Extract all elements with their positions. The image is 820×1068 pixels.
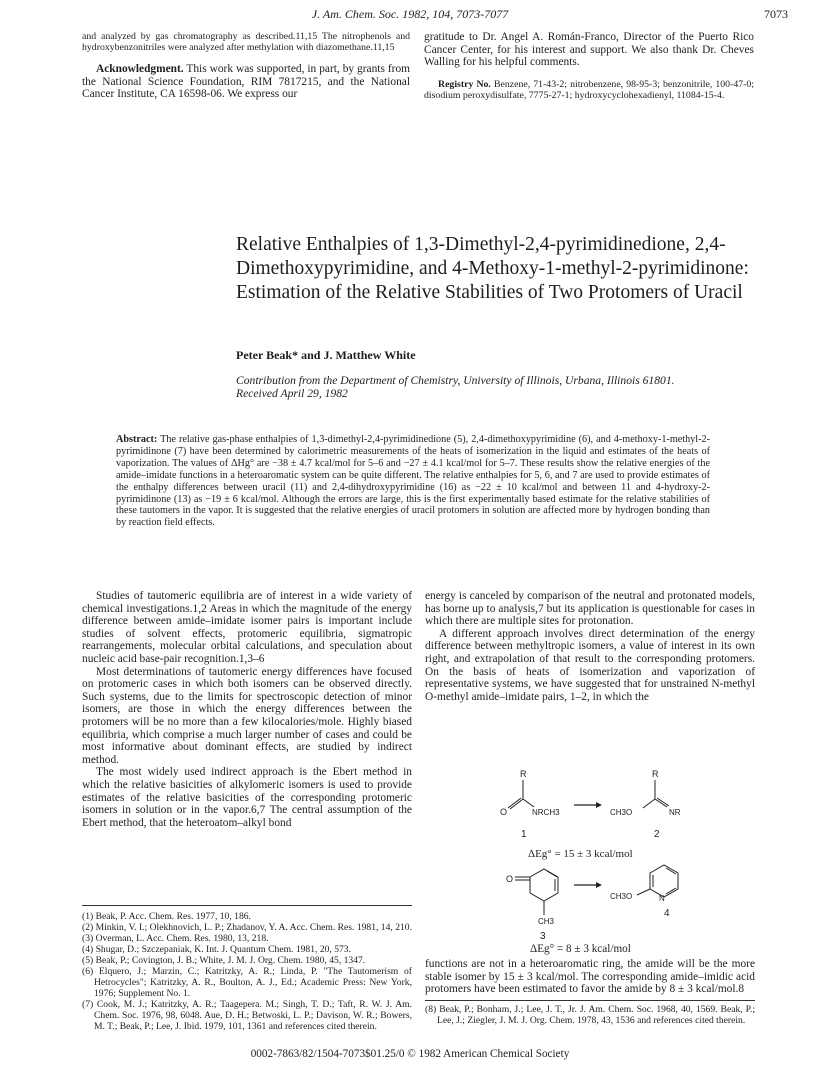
footnote: (6) Elquero, J.; Marzin, C.; Katritzky, A. R.; Linda, P. "The Tautomerism of Hetrocycles"; Katritzky, A. R., Boulton, A. J., Ed.; Academic Press: New York, 1976; Supplement No. 1. (82, 966, 412, 999)
abstract-text: The relative gas-phase enthalpies of 1,3-dimethyl-2,4-pyrimidinedione (5), 2,4-dimethoxypyrimidine (6), and 4-methoxy-1-methyl-2-pyrimidinone (7) have been determined by calorimetric measurements of the heats of isomerization in the liquid and estimates of the heats of vaporization. The values of ΔHg° are −38 ± 4.7 kcal/mol for 5–6 and −27 ± 4.1 kcal/mol for 5–7. These results show the relative energies of the amide–imidate functions in a heteroaromatic system can be quite different. The relative enthalpies for 5, 6, and 7 are used to provide estimates of the enthalpy differences between uracil (11) and 2,4-dihydroxypyrimidine (16) as −22 ± 10 kcal/mol and between 11 and 4-hydroxy-2-pyrimidinone (13) as −19 ± 6 kcal/mol. Although the errors are large, this is the first experimentally based estimate for the relative stabilities of these tautomers in the vapor. It is suggested that the relative energies of uracil protomers in solution are affected more by hydrogen bonding than by reaction field effects. (116, 434, 710, 529)
prev-article-left (82, 31, 410, 101)
nr-label: NR (669, 808, 681, 817)
ch3-label: CH3 (538, 917, 555, 926)
prev-methods-text: and analyzed by gas chromatography as described.11,15 The nitrophenols and hydroxybenzonitriles were analyzed after methylation with diazomethane.11,15 (82, 31, 410, 53)
compound-3-label: 3 (540, 931, 546, 940)
footnote: (4) Shugar, D.; Szczepaniak, K. Int. J. Quantum Chem. 1981, 20, 573. (82, 944, 351, 955)
body-right-column (425, 590, 755, 703)
running-header: J. Am. Chem. Soc. 1982, 104, 7073-7077 (311, 7, 509, 21)
authors: Peter Beak* and J. Matthew White (236, 348, 416, 362)
footnote-rule (425, 1000, 755, 1001)
footnote: (5) Beak, P.; Covington, J. B.; White, J. M. J. Org. Chem. 1980, 45, 1347. (82, 955, 366, 966)
body-paragraph: functions are not in a heteroaromatic ring, the amide will be the more stable isomer by 15 ± 3 kcal/mol. The corresponding amide–imidic acid protomers have been estimated to favor the amide by 8 ± 3 kcal/mol.8 (425, 958, 755, 996)
structure-1 (500, 769, 560, 840)
svg-text:.: . (540, 898, 543, 907)
ch3o-label: CH3O (610, 808, 633, 817)
structure-4 (637, 865, 678, 897)
registry (424, 79, 754, 101)
ack-label: Acknowledgment. (96, 63, 184, 75)
page-number: 7073 (764, 7, 788, 21)
footnote: (2) Minkin, V. I.; Olekhnovich, L. P.; Zhadanov, Y. A. Acc. Chem. Res. 1981, 14, 210. (82, 922, 412, 933)
abstract (116, 434, 710, 529)
structure-3 (515, 869, 558, 915)
oxygen-label: O (506, 874, 514, 884)
body-paragraph: A different approach involves direct determination of the energy difference between methyltropic isomers, a value of interest in its own right, and extrapolation of that result to the corresponding protomers. On the basis of heats of isomerization and vaporization of representative systems, we have suggested that for unstrained N-methyl O-methyl amide–imidate pairs, 1–2, in which the (425, 627, 755, 703)
body-paragraph: The most widely used indirect approach is the Ebert method in which the relative basicities of alkylomeric isomers is used to provide estimates of the relative basicities of the corresponding protomeric isomers in solution or in the vapor.6,7 The central assumption of the Ebert method, that the heteroatom–alkyl bond (82, 766, 412, 829)
footnotes-left (82, 911, 412, 1032)
ch3o-label: CH3O (610, 892, 633, 901)
footnote: (1) Beak, P. Acc. Chem. Res. 1977, 10, 186. (82, 911, 251, 922)
energy-equation-1: ΔEg° = 15 ± 3 kcal/mol (528, 848, 633, 860)
nitrogen-label: N (659, 894, 665, 903)
body-right-continued (425, 958, 755, 996)
nrch3-label: NRCH3 (532, 808, 560, 817)
structure-2 (610, 769, 681, 840)
compound-4-label: 4 (664, 908, 670, 919)
prev-article-right (424, 31, 754, 101)
compound-1-label: 1 (521, 829, 527, 840)
affiliation (236, 374, 796, 400)
footnote: (8) Beak, P.; Bonham, J.; Lee, J. T., Jr. J. Am. Chem. Soc. 1968, 40, 1569. Beak, P.; Lee, J.; Ziegler, J. M. J. Org. Chem. 1978, 43, 1536 and references cited therein. (425, 1004, 755, 1026)
footnote-rule (82, 905, 412, 906)
affiliation-text: Contribution from the Department of Chemistry, University of Illinois, Urbana, Illinois 61801. (236, 374, 675, 387)
gratitude-text: gratitude to Dr. Angel A. Román-Franco, Director of the Puerto Rico Cancer Center, for his interest and support. We also thank Dr. Cheves Walling for his helpful comments. (424, 31, 754, 69)
copyright-footer: 0002-7863/82/1504-7073$01.25/0 © 1982 American Chemical Society (250, 1048, 570, 1060)
oxygen-label: O (500, 807, 508, 817)
footnotes-right (425, 1004, 755, 1026)
body-paragraph: energy is canceled by comparison of the neutral and protonated models, has borne up to analysis,7 but its application is questionable for cases in which there are multiple sites for protonation. (425, 590, 755, 628)
body-paragraph: Studies of tautomeric equilibria are of interest in a wide variety of chemical investigations.1,2 Areas in which the magnitude of the energy difference between amide–imidate isomer pairs is important include studies of solvent effects, protomeric equilibria, sigmatropic rearrangements, molecular orbital calculations, and speculation about nucleic acid base-pair recognition.1,3–6 (82, 590, 412, 665)
ack-text: This work was supported, in part, by grants from the National Science Foundation, RIM 7817215, and the National Cancer Institute, CA 16598-06. We express our (82, 63, 410, 101)
energy-equation-2: ΔEg° = 8 ± 3 kcal/mol (530, 943, 631, 955)
body-left-column (82, 590, 412, 829)
r-substituent: R (652, 769, 659, 779)
footnote: (7) Cook, M. J.; Katritzky, A. R.; Taagepera. M.; Singh, T. D.; Taft, R. W. J. Am. Chem. Soc. 1976, 98, 6048. Aue, D. H.; Betwoski, L. P.; Davison, W. R.; Bowers, M. T.; Beak, P.; Lee, J. Ibid. 1979, 101, 1361 and references cited therein. (82, 999, 412, 1032)
registry-text: Benzene, 71-43-2; nitrobenzene, 98-95-3; benzonitrile, 100-47-0; disodium peroxydisulfate, 7775-27-1; hydroxycyclohexadienyl, 11084-15-4. (424, 78, 754, 101)
body-paragraph: Most determinations of tautomeric energy differences have focused on protomeric cases in which both isomers can be observed directly. Such systems, due to the limits for spectroscopic detection of minor isomers, are those in which the energy differences between the protomers will be no more than a few kilocalories/mole. Highly biased equilibria, which comprise a much larger number of cases and could be most informative about dominant effects, are studied by indirect method. (82, 665, 412, 766)
compound-2-label: 2 (654, 829, 660, 840)
article-title: Relative Enthalpies of 1,3-Dimethyl-2,4-pyrimidinedione, 2,4-Dimethoxypyrimidine, and 4-Methoxy-1-methyl-2-pyrimidinone: Estimation of the Relative Stabilities of Two Protomers of Uracil (236, 234, 749, 303)
footnote: (3) Overman, L. Acc. Chem. Res. 1980, 13, 218. (82, 933, 269, 944)
acknowledgment (82, 63, 410, 101)
chemical-scheme (470, 765, 710, 940)
r-substituent: R (520, 769, 527, 779)
registry-label: Registry No. (438, 78, 491, 90)
received-date: Received April 29, 1982 (236, 387, 348, 400)
abstract-label: Abstract: (116, 434, 158, 445)
